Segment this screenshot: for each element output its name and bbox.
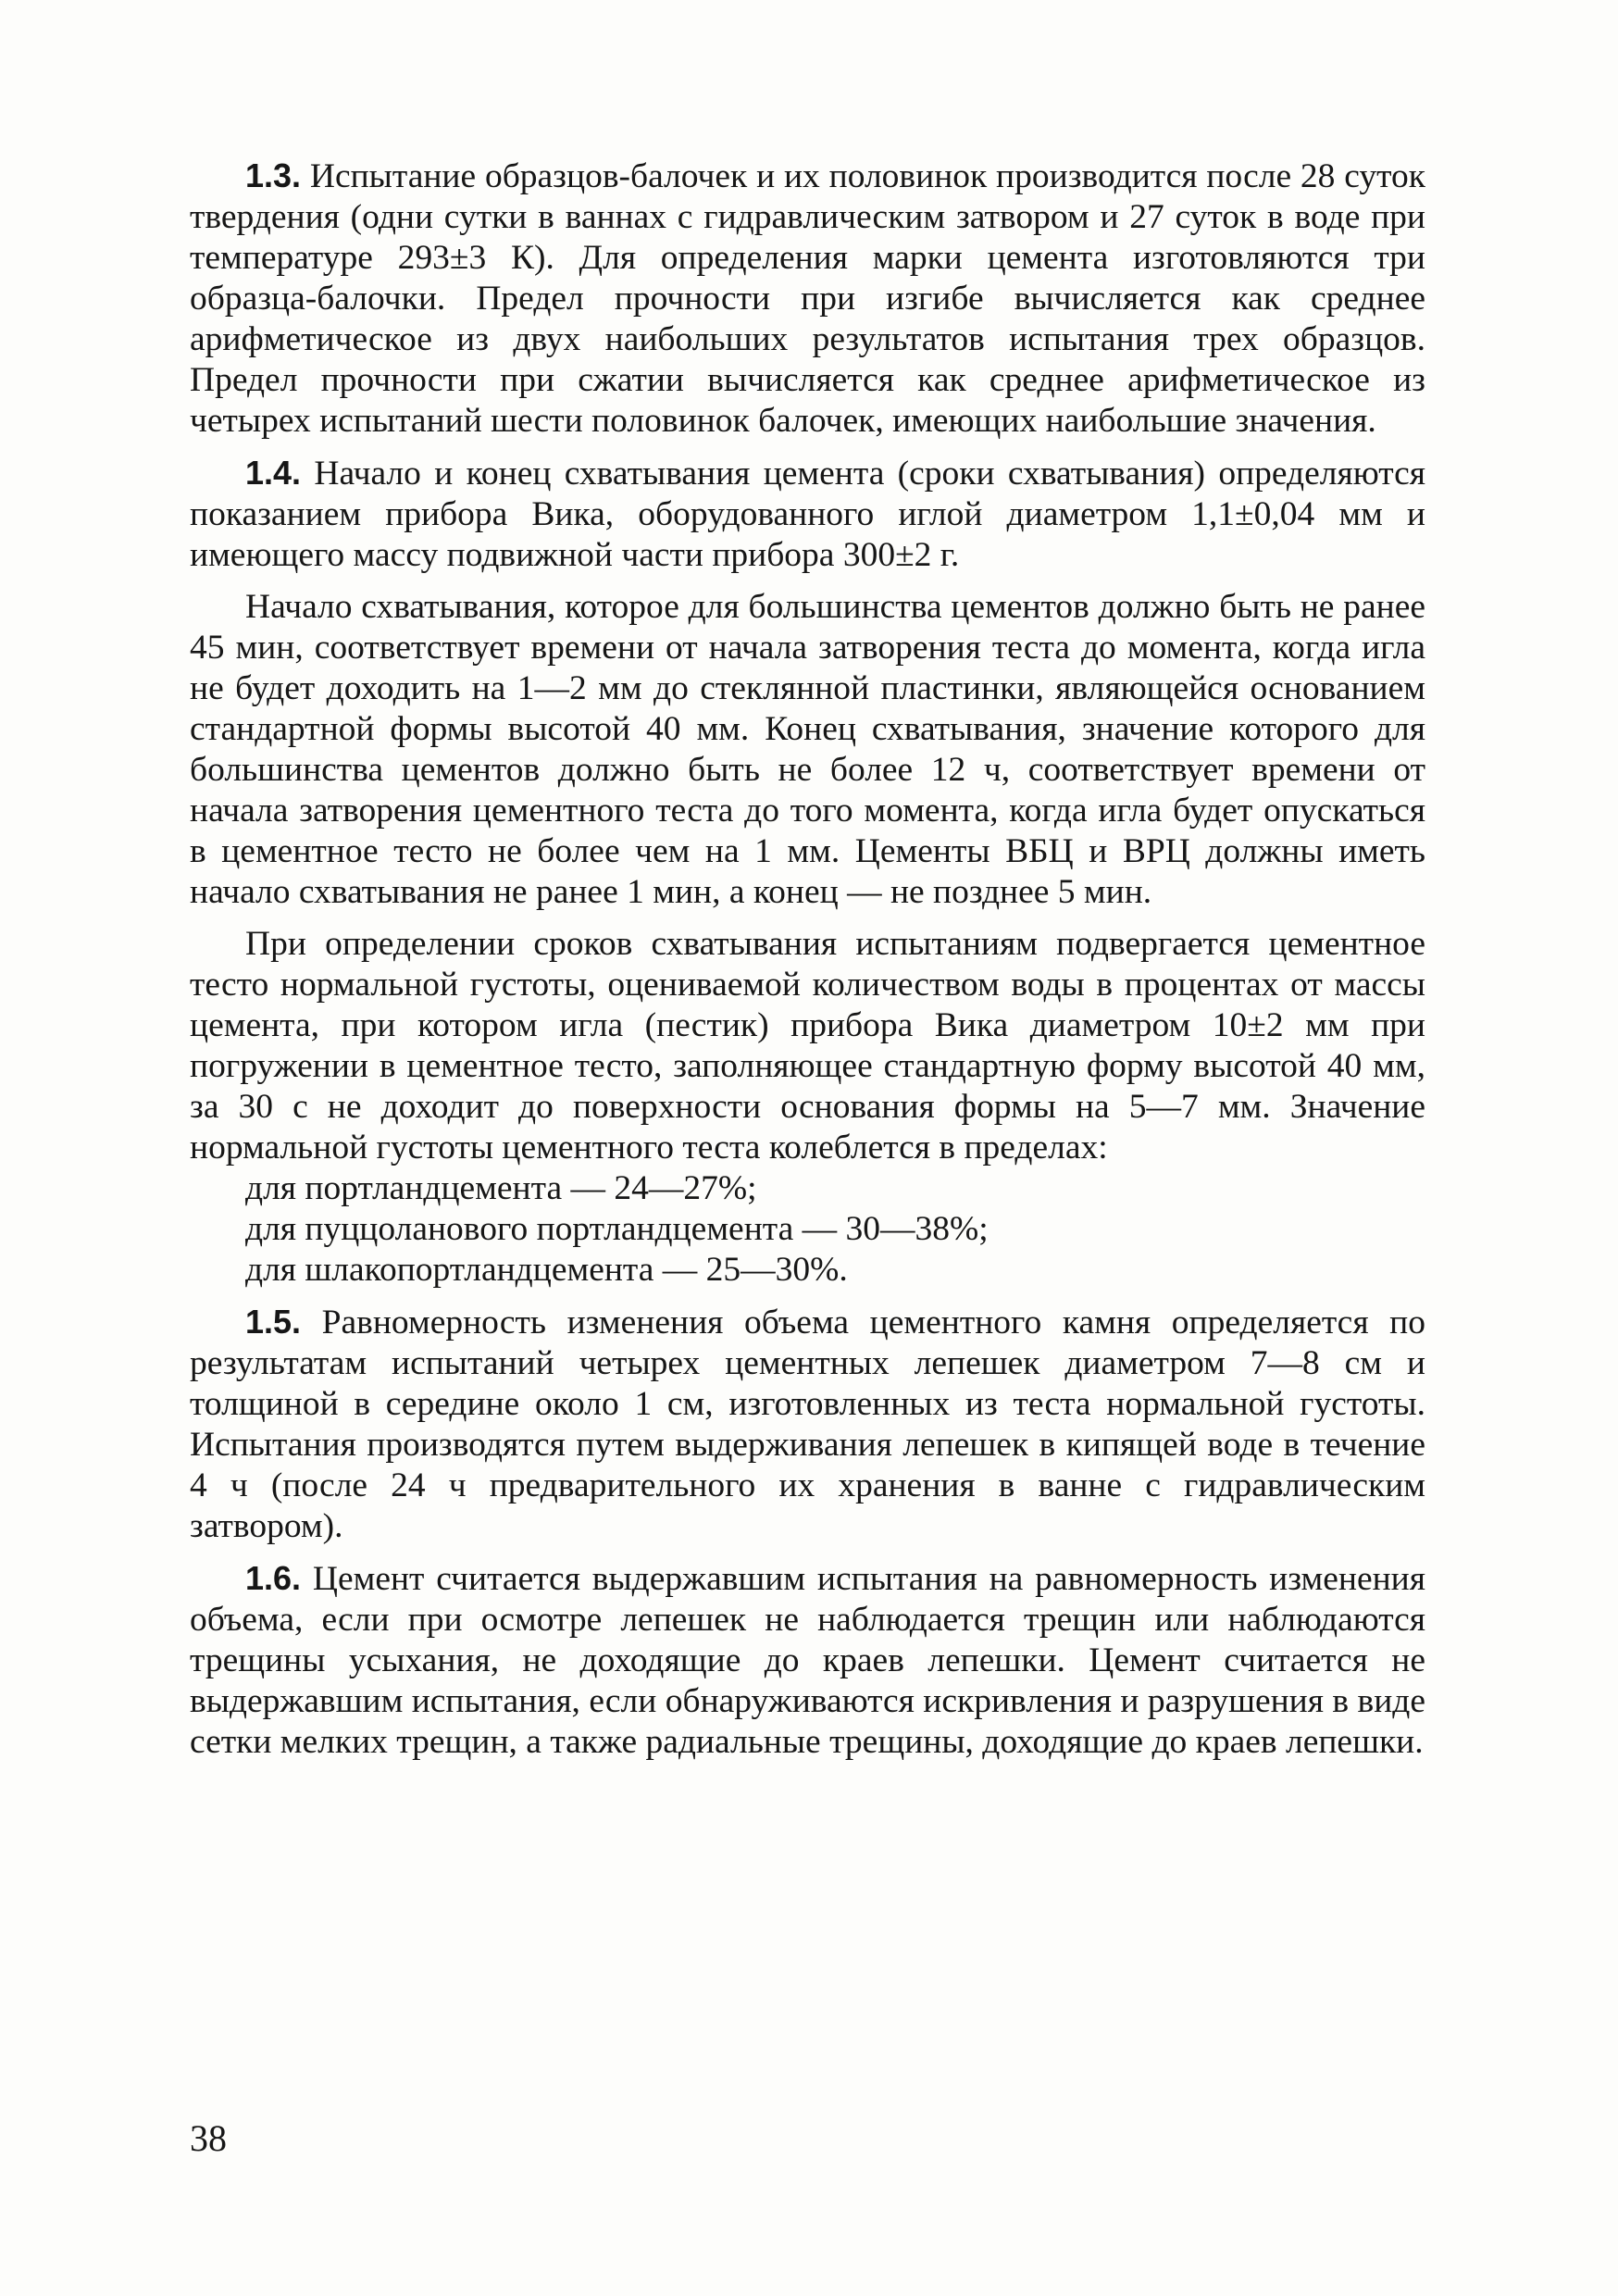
section-number: 1.6.: [245, 1559, 302, 1597]
section-number: 1.4.: [245, 454, 302, 492]
paragraph-text: Начало и конец схватывания цемента (сроки схватывания) определяются показанием прибора Вика, оборудованного иглой диаметром 1,1±0,04 мм и имеющего массу подвижной части прибора 300±2 г.: [190, 455, 1426, 574]
paragraph-text: Испытание образцов-балочек и их половинок производится после 28 суток твердения (одни сутки в ваннах с гидравлическим затвором и 27 суток в воде при температуре 293±3 К). Для определения марки цемента изготовляются три образца-балочки. Предел прочности при изгибе вычисляется как среднее арифметическое из двух наибольших результатов испытания трех образцов. Предел прочности при сжатии вычисляется как среднее арифметическое из четырех испытаний шести половинок балочек, имеющих наибольшие значения.: [190, 157, 1425, 440]
section-1-3: [190, 156, 1425, 442]
paragraph-text: Цемент считается выдержавшим испытания на равномерность изменения объема, если при осмотре лепешек не наблюдается трещин или наблюдаются трещины усыхания, не доходящие до краев лепешки. Цемент считается не выдержавшим испытания, если обнаруживаются искривления и разрушения в виде сетки мелких трещин, а также радиальные трещины, доходящие до краев лепешки.: [190, 1560, 1425, 1761]
consistency-list: [190, 1168, 1425, 1291]
paragraph-text: При определении сроков схватывания испытаниям подвергается цементное тесто нормальной густоты, оцениваемой количеством воды в процентах от массы цемента, при котором игла (пестик) прибора Вика диаметром 10±2 мм при погружении в цементное тесто, заполняющее стандартную форму высотой 40 мм, за 30 с не доходит до поверхности основания формы на 5—7 мм. Значение нормальной густоты цементного теста колеблется в пределах:: [190, 925, 1425, 1167]
paragraph-text: Начало схватывания, которое для большинства цементов должно быть не ранее 45 мин, соответствует времени от начала затворения теста до момента, когда игла не будет доходить на 1—2 мм до стеклянной пластинки, являющейся основанием стандартной формы высотой 40 мм. Конец схватывания, значение которого для большинства цементов должно быть не более 12 ч, соответствует времени от начала затворения цементного теста до того момента, когда игла будет опускаться в цементное тесто не более чем на 1 мм. Цементы ВБЦ и ВРЦ должны иметь начало схватывания не ранее 1 мин, а конец — не позднее 5 мин.: [190, 588, 1425, 911]
list-item: для шлакопортландцемента — 25—30%.: [245, 1251, 848, 1289]
paragraph-normal-consistency: [190, 924, 1425, 1168]
section-1-5: [190, 1302, 1425, 1547]
list-item: для портландцемента — 24—27%;: [245, 1169, 757, 1207]
body-text: [190, 156, 1425, 1774]
section-number: 1.5.: [245, 1303, 302, 1341]
page-number: 38: [190, 2117, 227, 2159]
paragraph-text: Равномерность изменения объема цементного камня определяется по результатам испытаний четырех цементных лепешек диаметром 7—8 см и толщиной в середине около 1 см, изготовленных из теста нормальной густоты. Испытания производятся путем выдерживания лепешек в кипящей воде в течение 4 ч (после 24 ч предварительного их хранения в ванне с гидравлическим затвором).: [190, 1304, 1426, 1545]
section-1-6: [190, 1558, 1425, 1763]
paragraph-setting-time: [190, 587, 1425, 913]
section-number: 1.3.: [245, 156, 302, 194]
list-item: для пуццоланового портландцемента — 30—38%;: [245, 1210, 989, 1248]
section-1-4: [190, 453, 1425, 576]
